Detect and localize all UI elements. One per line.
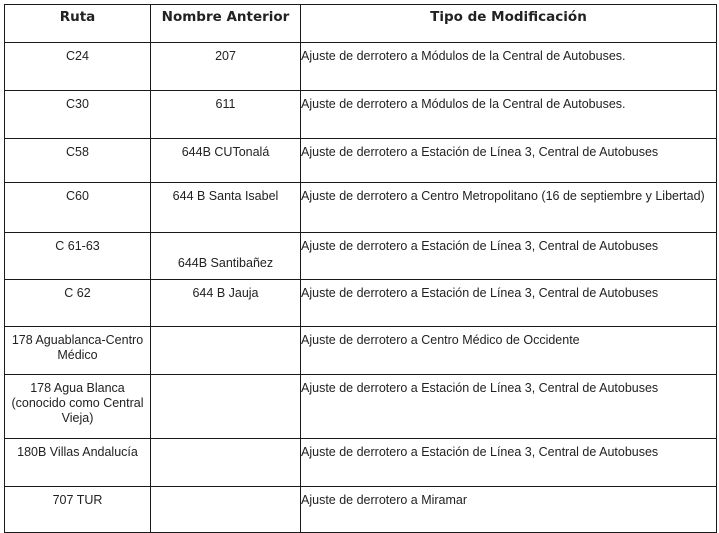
cell-ruta <box>5 375 151 439</box>
ruta-text: 178 Aguablanca-Centro Médico <box>11 333 144 362</box>
cell-nombre-anterior <box>151 43 301 91</box>
nombre-anterior-text: 644 B Jauja <box>192 286 259 300</box>
table-row <box>5 327 717 375</box>
cell-ruta <box>5 139 151 183</box>
nombre-anterior-text <box>151 439 300 445</box>
table-row <box>5 487 717 533</box>
cell-tipo <box>301 183 717 233</box>
ruta-text: C58 <box>66 145 89 159</box>
ruta-text: C60 <box>66 189 89 203</box>
table-row <box>5 233 717 280</box>
nombre-anterior-text: 611 <box>215 97 236 111</box>
tipo-text: Ajuste de derrotero a Centro Metropolitano (16 de septiembre y Libertad) <box>301 189 705 203</box>
cell-ruta <box>5 91 151 139</box>
cell-tipo <box>301 375 717 439</box>
cell-tipo <box>301 233 717 280</box>
cell-nombre-anterior <box>151 487 301 533</box>
ruta-text: C 62 <box>64 286 91 300</box>
nombre-anterior-text: 644B CUTonalá <box>181 145 270 159</box>
tipo-text: Ajuste de derrotero a Estación de Línea 3, Central de Autobuses <box>301 445 659 459</box>
table-header-row <box>5 5 717 43</box>
cell-ruta <box>5 233 151 280</box>
nombre-anterior-text <box>151 327 300 333</box>
table-row <box>5 280 717 327</box>
tipo-text: Ajuste de derrotero a Miramar <box>301 493 468 507</box>
tipo-text: Ajuste de derrotero a Estación de Línea 3, Central de Autobuses <box>301 145 659 159</box>
cell-ruta <box>5 183 151 233</box>
cell-nombre-anterior <box>151 280 301 327</box>
ruta-text: C 61-63 <box>55 239 100 253</box>
nombre-anterior-text <box>151 375 300 381</box>
header-tipo-modificacion: Tipo de Modificación <box>301 5 717 43</box>
nombre-anterior-text: 644 B Santa Isabel <box>172 189 279 203</box>
tipo-text: Ajuste de derrotero a Estación de Línea 3, Central de Autobuses <box>301 381 659 395</box>
cell-nombre-anterior <box>151 91 301 139</box>
cell-tipo <box>301 487 717 533</box>
cell-ruta <box>5 487 151 533</box>
cell-tipo <box>301 139 717 183</box>
ruta-text: 707 TUR <box>52 493 103 507</box>
cell-tipo <box>301 43 717 91</box>
header-ruta: Ruta <box>5 5 151 43</box>
tipo-text: Ajuste de derrotero a Centro Médico de Occidente <box>301 333 580 347</box>
cell-tipo <box>301 439 717 487</box>
cell-nombre-anterior <box>151 183 301 233</box>
cell-ruta <box>5 43 151 91</box>
route-modifications-table <box>4 4 717 533</box>
cell-nombre-anterior <box>151 233 301 280</box>
cell-ruta <box>5 327 151 375</box>
table-row <box>5 183 717 233</box>
table-row <box>5 375 717 439</box>
cell-ruta <box>5 439 151 487</box>
nombre-anterior-text <box>151 487 300 493</box>
cell-tipo <box>301 327 717 375</box>
cell-nombre-anterior <box>151 375 301 439</box>
ruta-text: 178 Agua Blanca (conocido como Central Vieja) <box>11 381 144 425</box>
cell-tipo <box>301 91 717 139</box>
ruta-text: C24 <box>66 49 89 63</box>
tipo-text: Ajuste de derrotero a Estación de Línea 3, Central de Autobuses <box>301 239 659 253</box>
tipo-text: Ajuste de derrotero a Módulos de la Central de Autobuses. <box>301 49 626 63</box>
ruta-text: 180B Villas Andalucía <box>17 445 138 459</box>
cell-nombre-anterior <box>151 139 301 183</box>
table-row <box>5 139 717 183</box>
nombre-anterior-text: 644B Santibañez <box>177 256 274 270</box>
table-row <box>5 43 717 91</box>
cell-tipo <box>301 280 717 327</box>
ruta-text: C30 <box>66 97 89 111</box>
cell-ruta <box>5 280 151 327</box>
tipo-text: Ajuste de derrotero a Módulos de la Central de Autobuses. <box>301 97 626 111</box>
cell-nombre-anterior <box>151 327 301 375</box>
nombre-anterior-text: 207 <box>215 49 236 63</box>
tipo-text: Ajuste de derrotero a Estación de Línea 3, Central de Autobuses <box>301 286 659 300</box>
header-nombre-anterior: Nombre Anterior <box>151 5 301 43</box>
table-row <box>5 91 717 139</box>
cell-nombre-anterior <box>151 439 301 487</box>
table-row <box>5 439 717 487</box>
